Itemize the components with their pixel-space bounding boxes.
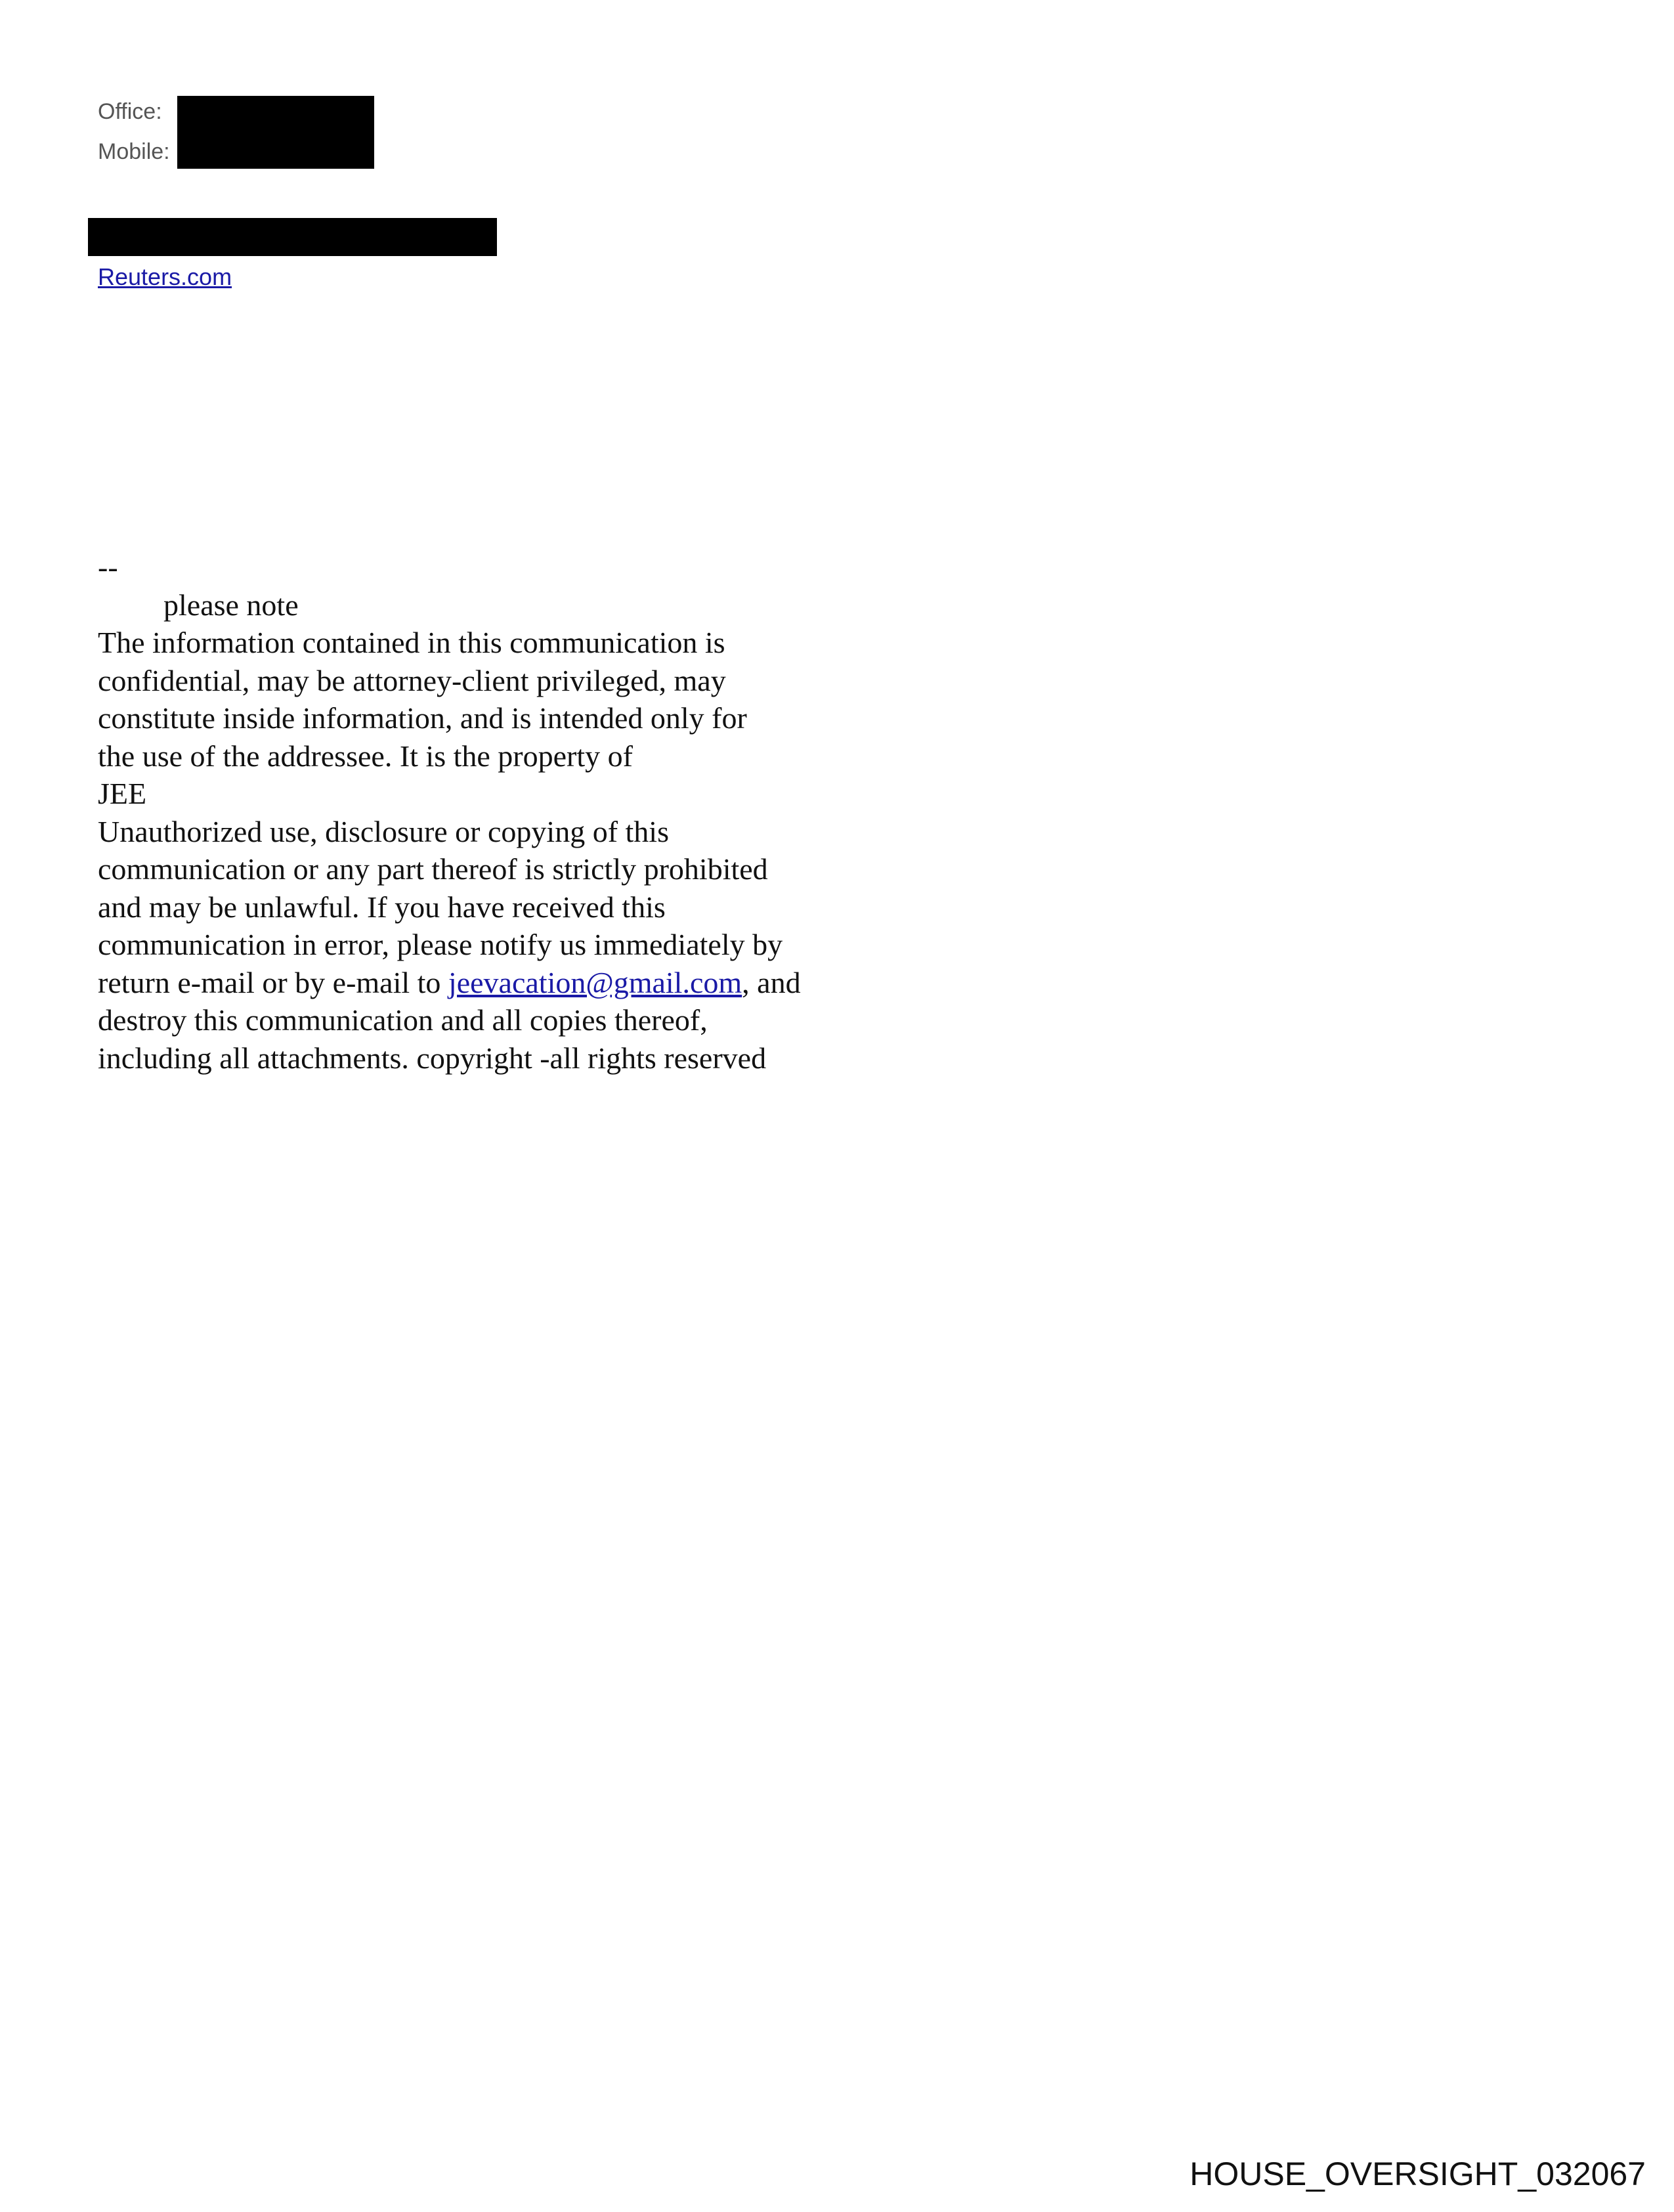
disclaimer-line-8: and may be unlawful. If you have received this bbox=[98, 890, 666, 924]
email-link[interactable]: jeevacation@gmail.com bbox=[448, 965, 742, 999]
office-label: Office: bbox=[98, 99, 162, 124]
disclaimer-line-7: communication or any part thereof is strictly prohibited bbox=[98, 852, 768, 886]
disclaimer-line-11: destroy this communication and all copies thereof, bbox=[98, 1003, 708, 1037]
disclaimer-line-4: the use of the addressee. It is the property of bbox=[98, 739, 633, 773]
disclaimer-line-5: JEE bbox=[98, 777, 147, 810]
bates-number: HOUSE_OVERSIGHT_032067 bbox=[1190, 2156, 1646, 2192]
disclaimer-line-6: Unauthorized use, disclosure or copying of this bbox=[98, 814, 669, 848]
disclaimer-line-1: The information contained in this communication is bbox=[98, 626, 725, 659]
disclaimer-line-10 bbox=[98, 964, 918, 1002]
name-redaction-block bbox=[88, 218, 497, 256]
disclaimer-line-12: including all attachments. copyright -all rights reserved bbox=[98, 1041, 767, 1075]
disclaimer-heading: please note bbox=[163, 588, 299, 622]
disclaimer-line-3: constitute inside information, and is intended only for bbox=[98, 701, 747, 735]
disclaimer-line-9: communication in error, please notify us immediately by bbox=[98, 928, 783, 961]
disclaimer-line-2: confidential, may be attorney-client privileged, may bbox=[98, 663, 726, 697]
mobile-label: Mobile: bbox=[98, 139, 170, 164]
separator: -- bbox=[98, 550, 118, 584]
disclaimer-line-10-end: , and bbox=[742, 965, 801, 999]
phone-redaction-block bbox=[177, 96, 374, 169]
reuters-link[interactable]: Reuters.com bbox=[98, 263, 232, 290]
confidentiality-disclaimer bbox=[98, 548, 918, 1077]
disclaimer-line-10-start: return e-mail or by e-mail to bbox=[98, 965, 448, 999]
